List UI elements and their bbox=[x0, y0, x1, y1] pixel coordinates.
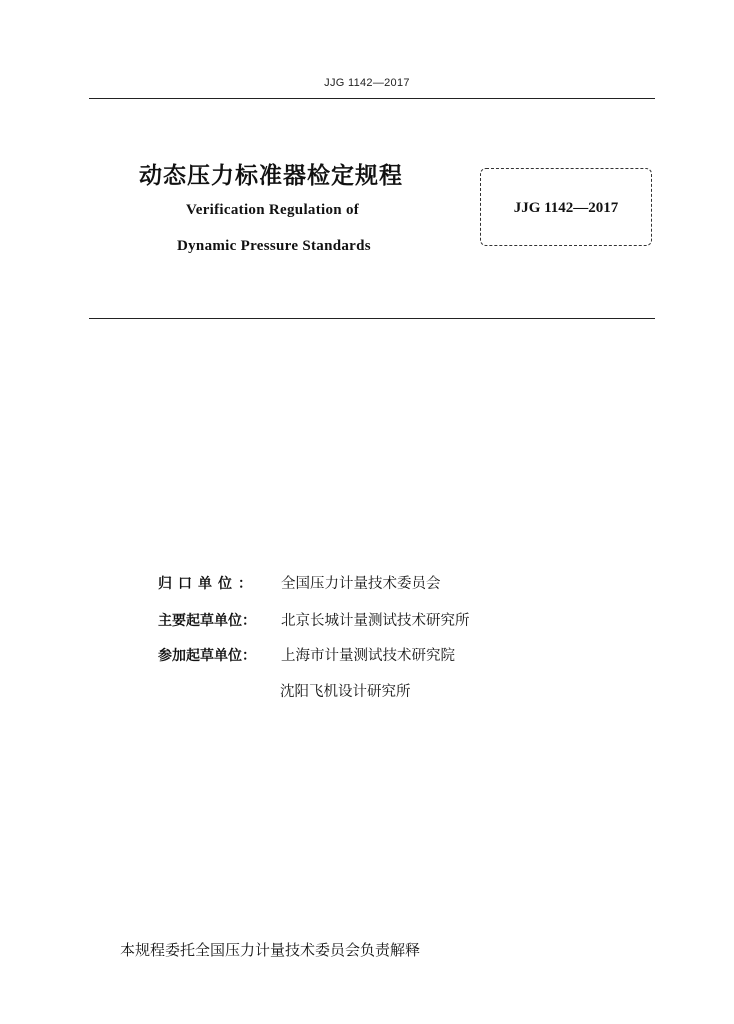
org-row-main-drafting bbox=[158, 609, 470, 630]
org-label-main-drafting: 主要起草单位： bbox=[158, 613, 256, 629]
org-label-centralized: 归口单位： bbox=[158, 576, 258, 592]
org-value-main-drafting: 北京长城计量测试技术研究所 bbox=[281, 613, 470, 629]
title-chinese: 动态压力标准器检定规程 bbox=[139, 163, 403, 189]
org-row-participating bbox=[158, 644, 455, 665]
org-value-participating-2: 沈阳飞机设计研究所 bbox=[280, 684, 411, 700]
org-label-participating: 参加起草单位： bbox=[158, 648, 256, 664]
interpretation-note: 本规程委托全国压力计量技术委员会负责解释 bbox=[120, 941, 421, 959]
standard-code-box bbox=[480, 168, 652, 246]
running-header: JJG 1142—2017 bbox=[324, 77, 410, 89]
org-value-participating-1: 上海市计量测试技术研究院 bbox=[281, 648, 455, 664]
org-value-centralized: 全国压力计量技术委员会 bbox=[281, 576, 441, 592]
title-english-line-2: Dynamic Pressure Standards bbox=[177, 238, 371, 254]
title-english-line-1: Verification Regulation of bbox=[186, 202, 360, 218]
org-row-centralized bbox=[158, 572, 441, 593]
header-rule bbox=[89, 98, 655, 99]
standard-code: JJG 1142—2017 bbox=[513, 200, 619, 216]
title-rule bbox=[89, 318, 655, 319]
org-row-participating-2 bbox=[280, 680, 411, 701]
